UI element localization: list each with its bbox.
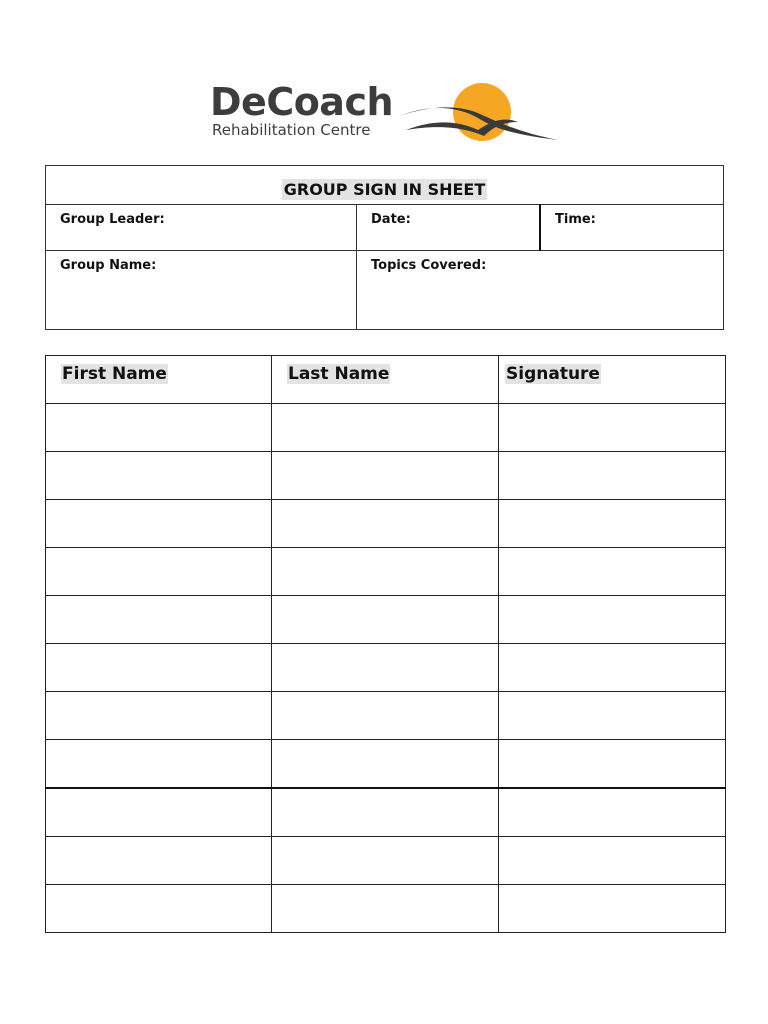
signature-cell[interactable] bbox=[499, 788, 726, 837]
sun-wave-icon bbox=[398, 82, 568, 152]
last-name-cell[interactable] bbox=[272, 548, 499, 596]
date-label: Date: bbox=[371, 212, 411, 227]
first-name-cell[interactable] bbox=[46, 596, 272, 644]
signature-cell[interactable] bbox=[499, 548, 726, 596]
signin-row bbox=[46, 452, 726, 500]
signature-cell[interactable] bbox=[499, 404, 726, 452]
signature-cell[interactable] bbox=[499, 644, 726, 692]
first-name-cell[interactable] bbox=[46, 885, 272, 933]
signin-row bbox=[46, 788, 726, 837]
last-name-cell[interactable] bbox=[272, 596, 499, 644]
last-name-cell[interactable] bbox=[272, 404, 499, 452]
signature-cell[interactable] bbox=[499, 692, 726, 740]
last-name-header: Last Name bbox=[272, 356, 499, 404]
date-field[interactable] bbox=[357, 205, 541, 251]
first-name-cell[interactable] bbox=[46, 548, 272, 596]
first-name-cell[interactable] bbox=[46, 837, 272, 885]
signature-cell[interactable] bbox=[499, 500, 726, 548]
signin-row bbox=[46, 692, 726, 740]
first-name-cell[interactable] bbox=[46, 644, 272, 692]
last-name-cell[interactable] bbox=[272, 452, 499, 500]
signin-row bbox=[46, 596, 726, 644]
last-name-cell[interactable] bbox=[272, 692, 499, 740]
last-name-cell[interactable] bbox=[272, 885, 499, 933]
logo bbox=[210, 82, 570, 152]
signin-row bbox=[46, 500, 726, 548]
header-table bbox=[45, 165, 724, 330]
last-name-cell[interactable] bbox=[272, 500, 499, 548]
signin-row bbox=[46, 644, 726, 692]
time-label: Time: bbox=[555, 212, 596, 227]
group-leader-field[interactable] bbox=[46, 205, 357, 251]
first-name-cell[interactable] bbox=[46, 740, 272, 789]
first-name-header: First Name bbox=[46, 356, 272, 404]
brand-name: DeCoach bbox=[210, 80, 394, 124]
first-name-cell[interactable] bbox=[46, 500, 272, 548]
last-name-cell[interactable] bbox=[272, 788, 499, 837]
logo-text bbox=[210, 82, 393, 138]
sheet-title-cell bbox=[46, 166, 724, 205]
signin-row bbox=[46, 837, 726, 885]
signin-row bbox=[46, 404, 726, 452]
signature-cell[interactable] bbox=[499, 452, 726, 500]
time-field[interactable] bbox=[540, 205, 724, 251]
signature-cell[interactable] bbox=[499, 740, 726, 789]
topics-covered-label: Topics Covered: bbox=[371, 258, 487, 273]
group-name-field[interactable] bbox=[46, 251, 357, 330]
first-name-cell[interactable] bbox=[46, 404, 272, 452]
signin-table bbox=[45, 355, 726, 933]
signature-cell[interactable] bbox=[499, 885, 726, 933]
group-leader-label: Group Leader: bbox=[60, 212, 165, 227]
first-name-cell[interactable] bbox=[46, 692, 272, 740]
last-name-cell[interactable] bbox=[272, 837, 499, 885]
sheet-title: GROUP SIGN IN SHEET bbox=[283, 180, 486, 199]
brand-tagline: Rehabilitation Centre bbox=[212, 121, 371, 139]
signin-row bbox=[46, 885, 726, 933]
signin-row bbox=[46, 740, 726, 789]
signin-row bbox=[46, 548, 726, 596]
first-name-cell[interactable] bbox=[46, 788, 272, 837]
first-name-cell[interactable] bbox=[46, 452, 272, 500]
topics-covered-field[interactable] bbox=[357, 251, 724, 330]
last-name-cell[interactable] bbox=[272, 740, 499, 789]
signin-header-row bbox=[46, 356, 726, 404]
signature-cell[interactable] bbox=[499, 596, 726, 644]
signature-cell[interactable] bbox=[499, 837, 726, 885]
signature-header: Signature bbox=[499, 356, 726, 404]
group-name-label: Group Name: bbox=[60, 258, 157, 273]
last-name-cell[interactable] bbox=[272, 644, 499, 692]
